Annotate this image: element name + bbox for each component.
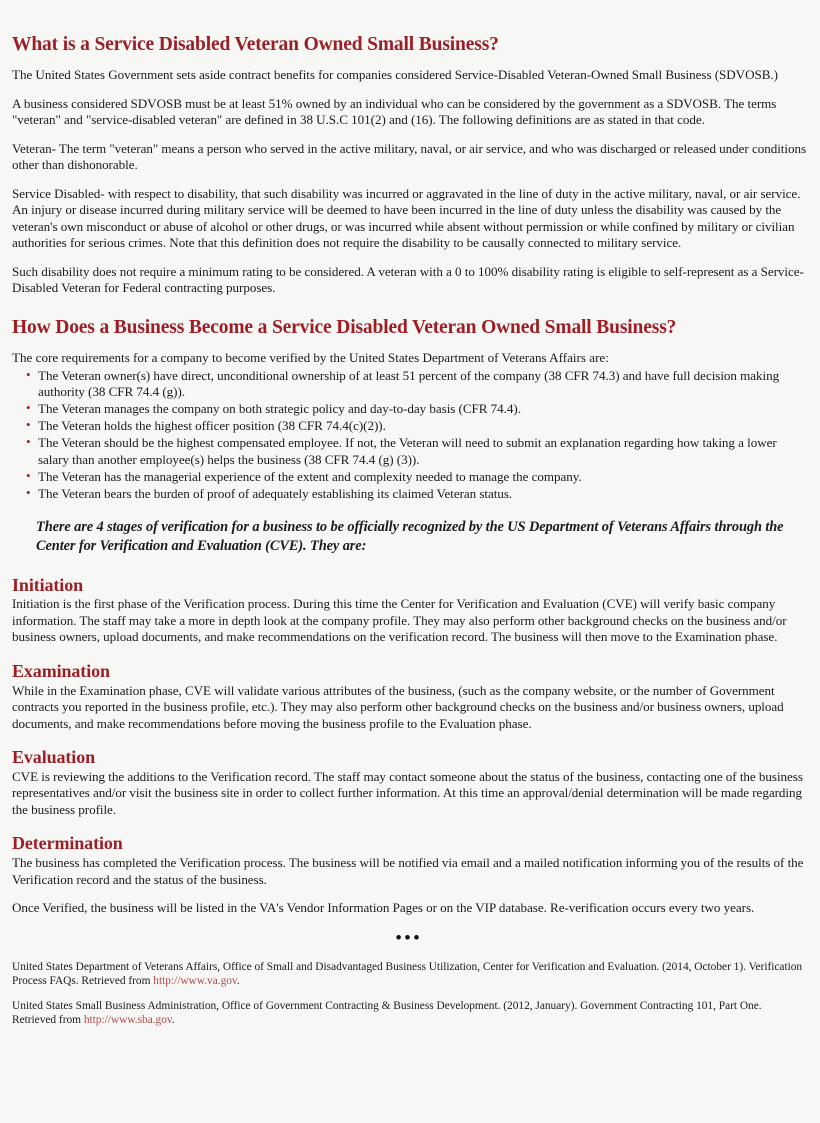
paragraph-veteran-definition: Veteran- The term "veteran" means a person who served in the active military, naval, or air service, and who was discharged or released under conditions other than dishonorable. (12, 140, 807, 173)
citation-sba-text: United States Small Business Administration, Office of Government Contracting & Business Development. (2012, January). Government Contracting 101, Part One. Retrieved from (12, 1000, 762, 1027)
phase-body-determination: The business has completed the Verification process. The business will be notified via email and a mailed notification informing you of the results of the Verification record and the status of the business. (12, 855, 804, 887)
dots-divider-icon: ••• (395, 927, 423, 947)
phase-body-evaluation: CVE is reviewing the additions to the Verification record. The staff may contact someone about the status of the business, contacting one of the business representatives and/or visit the business site in order to collect further information. At this time an approval/denial determination will be made regarding the business profile. (12, 768, 803, 817)
citation-va-suffix: . (236, 974, 240, 987)
list-item: • The Veteran should be the highest compensated employee. If not, the Veteran will need to submit an explanation regarding how taking a lower salary than another employee(s) helps the business (38 CFR 74.4 (g) (3)). (12, 435, 806, 468)
citation-sba (12, 999, 806, 1028)
callout-four-stages: There are 4 stages of verification for a business to be officially recognized by the US Department of Veterans Affairs through the Center for Verification and Evaluation (CVE). They are: (36, 519, 784, 554)
paragraph-once-verified: Once Verified, the business will be listed in the VA's Vendor Information Pages or on the VIP database. Re-verification occurs every two years. (12, 900, 755, 916)
phase-title-initiation: Initiation (12, 574, 84, 595)
citation-va-text: United States Department of Veterans Affairs, Office of Small and Disadvantaged Business Utilization, Center for Verification and Evaluation. (2014, October 1). Verification Process FAQs. Retrieved from (12, 960, 803, 987)
list-item: • The Veteran has the managerial experience of the extent and complexity needed to manage the company. (12, 469, 806, 485)
paragraph-sdvosb-ownership: A business considered SDVOSB must be at least 51% owned by an individual who can be considered by the government as a SDVOSB. The terms "veteran" and "service-disabled veteran" are defined in 38 U.S.C 101(2) and (16). The following definitions are as stated in that code. (12, 95, 777, 128)
page-title-what-is-sdvosb: What is a Service Disabled Veteran Owned Small Business? (12, 34, 499, 55)
list-item: • The Veteran bears the burden of proof of adequately establishing its claimed Veteran status. (12, 486, 806, 502)
list-item: • The Veteran holds the highest officer position (38 CFR 74.4(c)(2)). (12, 418, 806, 434)
link-va-gov[interactable]: http://www.va.gov (153, 974, 237, 987)
section-spacer (12, 309, 806, 317)
list-item: • The Veteran manages the company on both strategic policy and day-to-day basis (CFR 74.4). (12, 401, 806, 417)
paragraph-sdvosb-definition-1: The United States Government sets aside contract benefits for companies considered Service-Disabled Veteran-Owned Small Business (SDVOSB.) (12, 67, 778, 83)
paragraph-disability-rating: Such disability does not require a minimum rating to be considered. A veteran with a 0 to 100% disability rating is eligible to self-represent as a Service-Disabled Veteran for Federal contracting purposes. (12, 263, 804, 296)
requirements-list (12, 368, 806, 502)
requirements-intro: The core requirements for a company to become verified by the United States Department of Veterans Affairs are: (12, 350, 609, 366)
citation-sba-suffix: . (171, 1014, 175, 1027)
phase-body-initiation: Initiation is the first phase of the Verification process. During this time the Center for Verification and Evaluation (CVE) will verify basic company information. The staff may take a more in depth look at the company profile. They may also perform other background checks on the business and/or business owners, upload documents, and make recommendations on the verification record. The business will then move to the Examination phase. (12, 596, 787, 645)
citation-va (12, 960, 806, 989)
phase-title-determination: Determination (12, 833, 123, 854)
section-title-how-become-sdvosb: How Does a Business Become a Service Disabled Veteran Owned Small Business? (12, 316, 677, 338)
phase-title-examination: Examination (12, 660, 110, 681)
paragraph-service-disabled-definition: Service Disabled- with respect to disability, that such disability was incurred or aggravated in the line of duty in the active military, naval, or air service. An injury or disease incurred during military service will be deemed to have been incurred in the line of duty unless the disability was caused by the veteran's own misconduct or abuse of alcohol or other drugs, or was incurred while absent without permission or while confined by military or civilian authorities for serious crimes. Note that this definition does not require the disability to be causally connected to military service. (12, 185, 801, 251)
phase-title-evaluation: Evaluation (12, 747, 96, 767)
list-item: • The Veteran owner(s) have direct, unconditional ownership of at least 51 percent of the company (38 CFR 74.3) and have full decision making authority (38 CFR 74.4 (g)). (12, 368, 806, 401)
link-sba-gov[interactable]: http://www.sba.gov (83, 1014, 172, 1027)
phase-body-examination: While in the Examination phase, CVE will validate various attributes of the business, (such as the company website, or the number of Government contracts you reported in the business profile, etc.). They may also perform other background checks on the business and/or business owners, upload documents, and make recommendations before moving the business profile to the Evaluation phase. (12, 682, 784, 731)
